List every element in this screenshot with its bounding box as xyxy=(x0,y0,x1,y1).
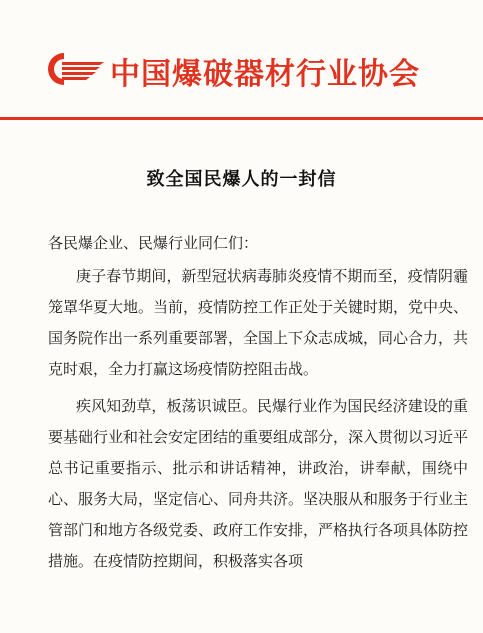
association-logo-icon xyxy=(42,50,106,88)
header-divider xyxy=(0,117,483,120)
letterhead xyxy=(0,38,483,98)
organization-name: 中国爆破器材行业协会 xyxy=(110,57,420,92)
letter-paragraph: 庚子春节期间，新型冠状病毒肺炎疫情不期而至，疫情阴霾笼罩华夏大地。当前，疫情防控工作正处于关键时期，党中央、国务院作出一系列重要部署，全国上下众志成城，同心合力，共克时艰，全力打赢这场疫情防控阻击战。 xyxy=(48,267,469,378)
letter-paragraph: 疾风知劲草，板荡识诚臣。民爆行业作为国民经济建设的重要基础行业和社会安定团结的重要组成部分，深入贯彻以习近平总书记重要指示、批示和讲话精神，讲政治，讲奉献，围绕中心、服务大局，坚定信心、同舟共济。坚决服从和服务于行业主管部门和地方各级党委、政府工作安排，严格执行各项具体防控措施。在疫情防控期间，积极落实各项 xyxy=(48,397,469,570)
letter-salutation: 各民爆企业、民爆行业同仁们： xyxy=(48,234,259,252)
letter-title: 致全国民爆人的一封信 xyxy=(146,169,337,190)
letter-body xyxy=(48,228,468,583)
